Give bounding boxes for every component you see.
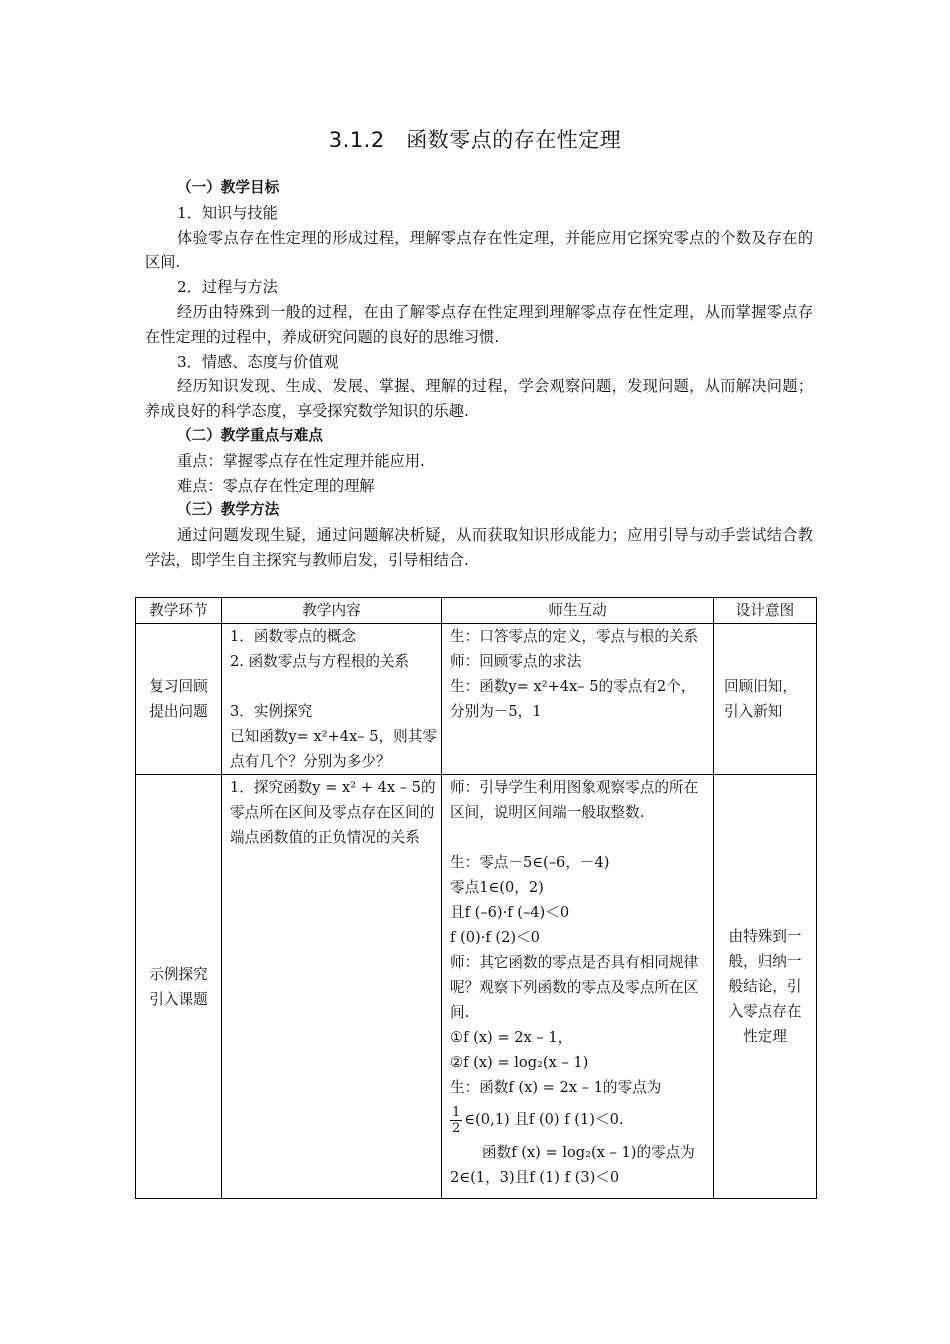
section-heading-goals: （一）教学目标 bbox=[177, 179, 280, 196]
fraction-one-half: $\frac{1}{2}$ bbox=[452, 1104, 461, 1136]
row2-content: 1．探究函数y = x² + 4x – 5的零点所在区间及零点存在区间的端点函数值的正负情况的关系 bbox=[222, 775, 442, 1199]
header-content: 教学内容 bbox=[222, 598, 442, 624]
document-body bbox=[145, 176, 813, 573]
header-stage: 教学环节 bbox=[136, 598, 222, 624]
row2-stage: 示例探究 引入课题 bbox=[136, 775, 222, 1199]
row2-interaction: 师：引导学生利用图象观察零点的所在区间，说明区间端一般取整数. 生：零点－5∈(–6，－4) 零点1∈(0，2) 且f (–6)·f (–4)＜0 f (0)·f (2)＜0 师：其它函数的零点是否具有相同规律呢？观察下列函数的零点及零点所在区间. ①f (x) = 2x – 1， ②f (x) = log₂(x – 1) 生：函数f (x) = 2x – 1的零点为 $\frac{1}{2}$ ∈(0,1) 且f (0) f (1)＜0. 函数f (x) = log₂(x – 1)的零点为 2∈(1，3)且f (1) f (3)＜0 bbox=[442, 775, 714, 1199]
table-row bbox=[136, 624, 817, 775]
key-point: 重点：掌握零点存在性定理并能应用. bbox=[177, 451, 425, 470]
difficulty-point: 难点：零点存在性定理的理解 bbox=[177, 476, 375, 495]
page-title: 3.1.2 函数零点的存在性定理 bbox=[328, 128, 622, 152]
subheading-emotion: 3．情感、态度与价值观 bbox=[177, 352, 339, 371]
section-heading-key: （二）教学重点与难点 bbox=[177, 426, 323, 444]
row1-interaction: 生：口答零点的定义，零点与根的关系 师：回顾零点的求法 生：函数y= x²+4x– 5的零点有2个，分别为－5，1 bbox=[442, 624, 714, 775]
paragraph-emotion: 经历知识发现、生成、发展、掌握、理解的过程，学会观察问题，发现问题，从而解决问题；养成良好的科学态度，享受探究数学知识的乐趣. bbox=[145, 377, 813, 421]
header-interaction: 师生互动 bbox=[442, 598, 714, 624]
row2-intent: 由特殊到一 般，归纳一 般结论，引 入零点存在 性定理 bbox=[714, 775, 817, 1199]
lesson-table bbox=[135, 597, 817, 1199]
section-heading-method: （三）教学方法 bbox=[177, 501, 280, 519]
paragraph-process: 经历由特殊到一般的过程，在由了解零点存在性定理到理解零点存在性定理，从而掌握零点存在性定理的过程中，养成研究问题的良好的思维习惯. bbox=[145, 302, 813, 346]
fraction-line: $\frac{1}{2}$ ∈(0,1) 且f (0) f (1)＜0. bbox=[452, 1104, 624, 1136]
paragraph-knowledge: 体验零点存在性定理的形成过程，理解零点存在性定理，并能应用它探究零点的个数及存在的区间. bbox=[145, 228, 813, 272]
subheading-process: 2．过程与方法 bbox=[177, 278, 278, 297]
table-header-row bbox=[136, 598, 817, 624]
row1-stage: 复习回顾 提出问题 bbox=[136, 624, 222, 775]
paragraph-method: 通过问题发现生疑，通过问题解决析疑，从而获取知识形成能力；应用引导与动手尝试结合教学法，即学生自主探究与教师启发，引导相结合. bbox=[145, 526, 813, 569]
row1-intent: 回顾旧知， 引入新知 bbox=[714, 624, 817, 775]
table-row bbox=[136, 775, 817, 1199]
subheading-knowledge: 1．知识与技能 bbox=[177, 203, 278, 222]
row1-content: 1．函数零点的概念 2. 函数零点与方程根的关系 3．实例探究 已知函数y= x²+4x– 5，则其零点有几个？分别为多少？ bbox=[222, 624, 442, 775]
header-intent: 设计意图 bbox=[714, 598, 817, 624]
